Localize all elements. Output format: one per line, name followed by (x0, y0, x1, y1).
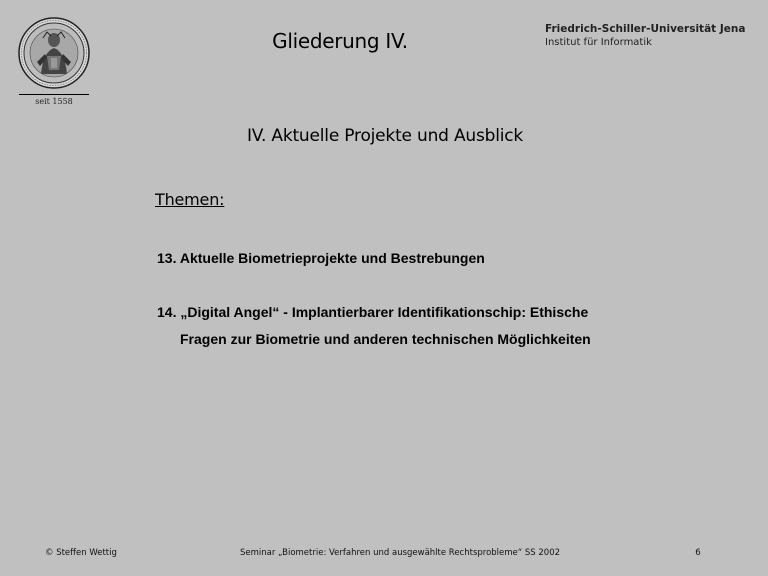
topic-13: 13. Aktuelle Biometrieprojekte und Bestrebungen (157, 250, 485, 266)
seal-underline (19, 94, 89, 95)
section-heading: IV. Aktuelle Projekte und Ausblick (246, 126, 524, 146)
topic-14-line-2: Fragen zur Biometrie und anderen technischen Möglichkeiten (180, 331, 591, 347)
topics-label: Themen: (155, 190, 225, 209)
footer-seminar: Seminar „Biometrie: Verfahren und ausgewählte Rechtsprobleme“ SS 2002 (239, 548, 561, 558)
page-number: 6 (695, 548, 701, 558)
seal-caption: seit 1558 (35, 97, 73, 106)
institute-name: Institut für Informatik (545, 37, 652, 48)
footer-author: © Steffen Wettig (45, 548, 117, 558)
university-seal (17, 16, 91, 108)
slide-title: Gliederung IV. (272, 29, 408, 53)
university-seal-icon (17, 16, 91, 92)
university-block (545, 23, 760, 49)
university-name: Friedrich-Schiller-Universität Jena (545, 23, 746, 35)
topic-14-line-1: 14. „Digital Angel“ - Implantierbarer Identifikationschip: Ethische (157, 304, 589, 320)
